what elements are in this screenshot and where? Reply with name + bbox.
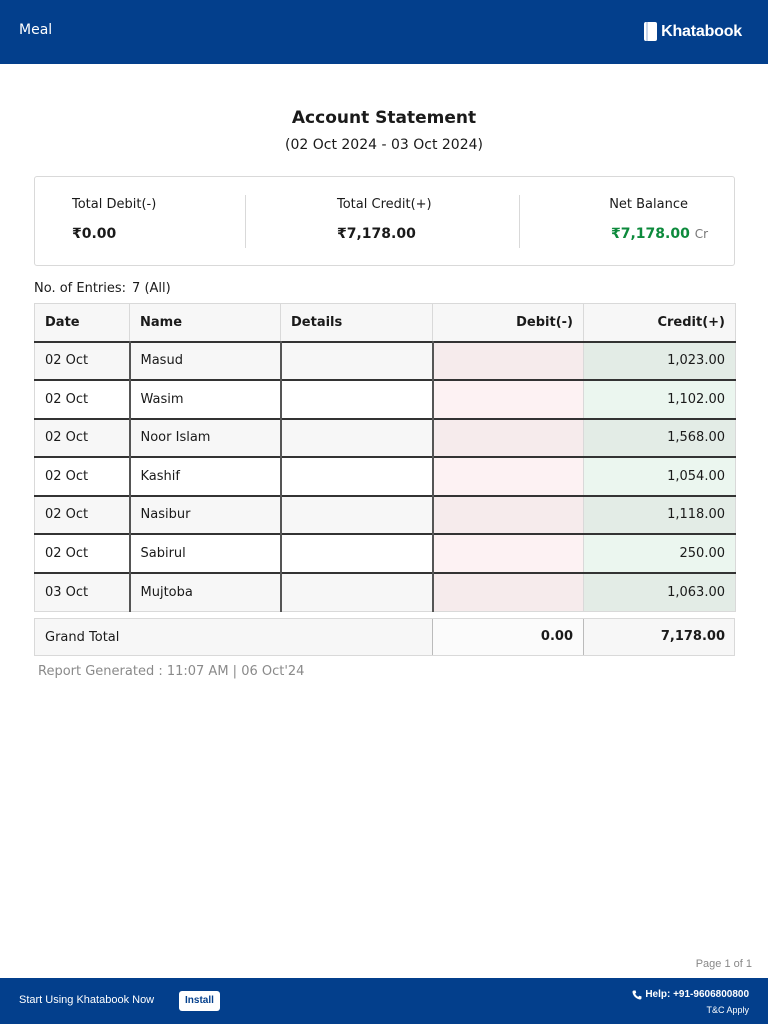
net-balance <box>611 226 708 242</box>
cell-debit <box>433 573 584 612</box>
total-debit-value: ₹0.00 <box>72 226 117 242</box>
tnc-text[interactable]: T&C Apply <box>706 1005 749 1015</box>
cell-date: 02 Oct <box>35 380 130 419</box>
footer-bar <box>0 978 768 1024</box>
footer-cta-text: Start Using Khatabook Now <box>19 994 155 1006</box>
cell-name: Sabirul <box>130 534 281 573</box>
column-header-credit: Credit(+) <box>584 304 736 342</box>
table-header-row <box>35 304 736 342</box>
cell-details <box>281 457 433 496</box>
table-row <box>35 342 736 381</box>
cell-date: 02 Oct <box>35 534 130 573</box>
total-debit-label: Total Debit(-) <box>72 197 157 212</box>
cell-debit <box>433 496 584 535</box>
cell-debit <box>433 380 584 419</box>
header-bar <box>0 0 768 64</box>
cell-credit: 1,102.00 <box>584 380 736 419</box>
entries-label: No. of Entries: <box>34 281 127 296</box>
cell-debit <box>433 419 584 458</box>
table-row <box>35 573 736 612</box>
phone-icon <box>632 990 642 1000</box>
cell-date: 02 Oct <box>35 342 130 381</box>
cell-date: 03 Oct <box>35 573 130 612</box>
cell-debit <box>433 534 584 573</box>
install-button[interactable]: Install <box>179 991 220 1011</box>
net-balance-cr: Cr <box>694 227 709 241</box>
cell-credit: 250.00 <box>584 534 736 573</box>
page-number: Page 1 of 1 <box>695 958 752 970</box>
net-balance-label: Net Balance <box>609 197 688 212</box>
cell-date: 02 Oct <box>35 457 130 496</box>
total-credit-value: ₹7,178.00 <box>337 226 416 242</box>
help-text: Help: +91-9606800800 <box>645 989 749 1000</box>
entries-count <box>34 281 171 296</box>
table-row <box>35 380 736 419</box>
summary-divider <box>519 195 520 248</box>
table-row <box>35 534 736 573</box>
cell-details <box>281 534 433 573</box>
grand-total-debit: 0.00 <box>432 619 584 655</box>
cell-date: 02 Oct <box>35 496 130 535</box>
cell-credit: 1,023.00 <box>584 342 736 381</box>
report-generated-text: Report Generated : 11:07 AM | 06 Oct'24 <box>38 664 305 679</box>
cell-debit <box>433 342 584 381</box>
entries-value: 7 (All) <box>132 281 171 296</box>
cell-details <box>281 496 433 535</box>
cell-credit: 1,118.00 <box>584 496 736 535</box>
brand-name: Khatabook <box>661 22 742 40</box>
cell-details <box>281 573 433 612</box>
table-row <box>35 496 736 535</box>
summary-divider <box>245 195 246 248</box>
cell-name: Masud <box>130 342 281 381</box>
cell-credit: 1,054.00 <box>584 457 736 496</box>
grand-total-label: Grand Total <box>45 630 120 645</box>
grand-total-row <box>34 618 735 656</box>
cell-details <box>281 419 433 458</box>
cell-name: Wasim <box>130 380 281 419</box>
column-header-name: Name <box>130 304 281 342</box>
cell-name: Nasibur <box>130 496 281 535</box>
cell-name: Mujtoba <box>130 573 281 612</box>
cell-date: 02 Oct <box>35 419 130 458</box>
column-header-details: Details <box>281 304 433 342</box>
help-contact[interactable] <box>632 989 749 1000</box>
column-header-date: Date <box>35 304 130 342</box>
table-row <box>35 457 736 496</box>
brand-logo <box>644 22 742 41</box>
cell-details <box>281 342 433 381</box>
cell-credit: 1,568.00 <box>584 419 736 458</box>
table-row <box>35 419 736 458</box>
report-period: (02 Oct 2024 - 03 Oct 2024) <box>285 137 483 153</box>
page-title: Account Statement <box>291 108 477 128</box>
cell-details <box>281 380 433 419</box>
total-credit-label: Total Credit(+) <box>337 197 432 212</box>
book-name: Meal <box>19 22 53 38</box>
cell-debit <box>433 457 584 496</box>
cell-credit: 1,063.00 <box>584 573 736 612</box>
khatabook-logo-icon <box>644 22 657 41</box>
summary-card <box>34 176 735 266</box>
statement-table <box>34 303 736 612</box>
grand-total-credit: 7,178.00 <box>660 629 725 644</box>
net-balance-value: ₹7,178.00 <box>611 226 690 242</box>
cell-name: Kashif <box>130 457 281 496</box>
column-header-debit: Debit(-) <box>433 304 584 342</box>
cell-name: Noor Islam <box>130 419 281 458</box>
